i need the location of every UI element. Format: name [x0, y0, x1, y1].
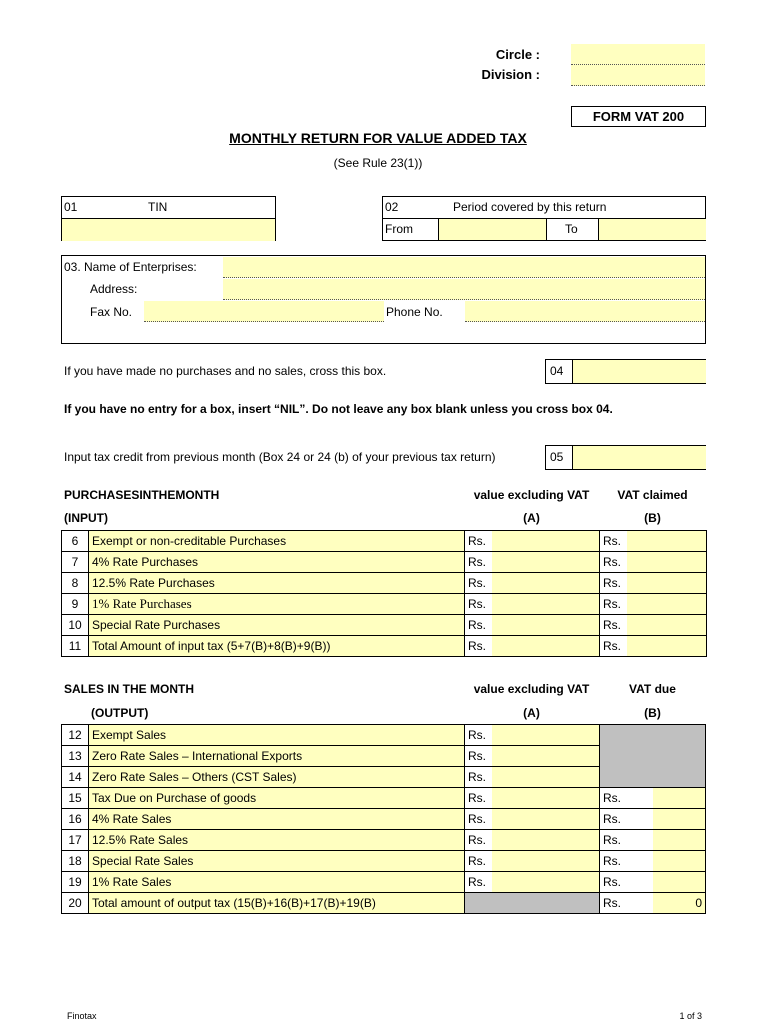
page-subtitle: (See Rule 23(1)) [333, 156, 423, 170]
row-label: 4% Rate Sales [89, 809, 465, 830]
value-b-field[interactable] [627, 594, 707, 615]
enterprise-name-label: 03. Name of Enterprises: [64, 260, 197, 274]
row-number: 9 [62, 594, 89, 615]
address-label: Address: [90, 282, 138, 296]
rs-label-b: Rs. [600, 872, 653, 893]
row-number: 18 [62, 851, 89, 872]
phone-field[interactable] [465, 301, 705, 322]
division-field[interactable] [571, 65, 705, 86]
rs-label-a: Rs. [465, 746, 492, 767]
row-label: Exempt Sales [89, 725, 465, 746]
value-a-field[interactable] [492, 725, 600, 746]
footer-page: 1 of 3 [679, 1011, 702, 1021]
value-b-field[interactable] [653, 830, 706, 851]
row-label: 4% Rate Purchases [89, 552, 465, 573]
sales-row [62, 809, 706, 830]
value-b-field[interactable] [627, 552, 707, 573]
enterprise-box [61, 255, 706, 344]
tin-label: TIN [148, 200, 168, 214]
rs-label-a: Rs. [465, 872, 492, 893]
form-name: FORM VAT 200 [571, 106, 706, 127]
value-a-field[interactable] [492, 851, 600, 872]
row-label: Zero Rate Sales – Others (CST Sales) [89, 767, 465, 788]
phone-label: Phone No. [386, 305, 443, 319]
value-b-field[interactable] [627, 636, 707, 657]
purchase-row [62, 615, 707, 636]
fax-label: Fax No. [90, 305, 133, 319]
rs-label-b: Rs. [600, 573, 627, 594]
purchases-col-a-sub: (A) [523, 511, 540, 525]
row-label: Zero Rate Sales – International Exports [89, 746, 465, 767]
page-title: MONTHLY RETURN FOR VALUE ADDED TAX [229, 130, 527, 146]
value-a-field[interactable] [492, 573, 600, 594]
sales-row [62, 788, 706, 809]
sales-col-b-sub: (B) [644, 706, 661, 720]
period-label: Period covered by this return [453, 200, 607, 214]
sales-col-a: value excluding VAT [473, 682, 590, 696]
row-number: 13 [62, 746, 89, 767]
box05[interactable] [545, 445, 706, 470]
rs-label-b: Rs. [600, 809, 653, 830]
tin-field[interactable] [62, 218, 275, 241]
rs-label-b: Rs. [600, 851, 653, 872]
rs-label-a: Rs. [465, 594, 492, 615]
value-a-field[interactable] [492, 830, 600, 851]
value-a-field[interactable] [492, 809, 600, 830]
circle-label: Circle : [495, 47, 540, 62]
row-label: Total Amount of input tax (5+7(B)+8(B)+9(B)) [89, 636, 465, 657]
row-label: Special Rate Purchases [89, 615, 465, 636]
value-a-field[interactable] [492, 872, 600, 893]
rs-label-b: Rs. [600, 830, 653, 851]
rs-label-a: Rs. [465, 531, 492, 552]
rs-label-a: Rs. [465, 830, 492, 851]
rs-label-a: Rs. [465, 725, 492, 746]
purchase-row [62, 573, 707, 594]
sales-heading: SALES IN THE MONTH [64, 682, 195, 696]
value-b-field[interactable] [627, 615, 707, 636]
row-label: Special Rate Sales [89, 851, 465, 872]
row-number: 17 [62, 830, 89, 851]
value-a-field[interactable] [492, 788, 600, 809]
row-number: 8 [62, 573, 89, 594]
rs-label-b: Rs. [600, 615, 627, 636]
row-label: 12.5% Rate Sales [89, 830, 465, 851]
sales-col-a-sub: (A) [523, 706, 540, 720]
period-from-field[interactable] [438, 219, 547, 240]
rs-label-b: Rs. [600, 594, 627, 615]
row-number: 11 [62, 636, 89, 657]
purchases-col-b: VAT claimed [617, 488, 688, 502]
value-a-field[interactable] [492, 746, 600, 767]
value-b-field[interactable] [653, 809, 706, 830]
purchase-row [62, 594, 707, 615]
value-a-field[interactable] [492, 767, 600, 788]
sales-row [62, 893, 706, 914]
enterprise-name-field[interactable] [223, 257, 705, 278]
value-a-field[interactable] [492, 636, 600, 657]
purchases-table [61, 530, 707, 657]
value-a-field[interactable] [492, 615, 600, 636]
rs-label-b: Rs. [600, 893, 653, 914]
box04[interactable] [545, 359, 706, 384]
tin-number: 01 [64, 200, 78, 214]
rs-label-a: Rs. [465, 767, 492, 788]
row-number: 16 [62, 809, 89, 830]
footer-left: Finotax [67, 1011, 97, 1021]
period-box [382, 196, 706, 241]
sales-table [61, 724, 706, 914]
rs-label-a: Rs. [465, 573, 492, 594]
sales-row [62, 830, 706, 851]
period-from-label: From [385, 222, 413, 236]
period-to-label: To [565, 222, 578, 236]
box05-number: 05 [550, 450, 564, 464]
value-a-field[interactable] [492, 594, 600, 615]
rs-label-a: Rs. [465, 851, 492, 872]
purchases-heading: PURCHASESINTHEMONTH [64, 488, 220, 502]
value-b-field[interactable]: 0 [653, 893, 706, 914]
value-a-greyed [465, 893, 600, 914]
row-number: 6 [62, 531, 89, 552]
tin-box [61, 196, 276, 241]
value-a-field[interactable] [492, 531, 600, 552]
circle-field[interactable] [571, 44, 705, 65]
row-label: Tax Due on Purchase of goods [89, 788, 465, 809]
row-label: 1% Rate Purchases [89, 594, 465, 615]
rs-label-b: Rs. [600, 636, 627, 657]
purchases-col-a: value excluding VAT [473, 488, 590, 502]
value-b-field[interactable] [653, 788, 706, 809]
row-number: 19 [62, 872, 89, 893]
rs-label-b: Rs. [600, 552, 627, 573]
box04-text: If you have made no purchases and no sales, cross this box. [64, 364, 387, 378]
purchase-row [62, 531, 707, 552]
value-b-field[interactable] [627, 531, 707, 552]
box04-number: 04 [550, 364, 564, 378]
row-number: 7 [62, 552, 89, 573]
box05-field[interactable] [572, 446, 706, 469]
division-label: Division : [481, 67, 540, 82]
row-number: 20 [62, 893, 89, 914]
sales-subheading: (OUTPUT) [91, 706, 149, 720]
address-field[interactable] [223, 279, 705, 300]
value-a-field[interactable] [492, 552, 600, 573]
rs-label-b: Rs. [600, 788, 653, 809]
rs-label-b: Rs. [600, 531, 627, 552]
value-b-field[interactable] [653, 851, 706, 872]
row-number: 14 [62, 767, 89, 788]
row-label: 12.5% Rate Purchases [89, 573, 465, 594]
rs-label-a: Rs. [465, 615, 492, 636]
purchase-row [62, 636, 707, 657]
purchases-subheading: (INPUT) [64, 511, 108, 525]
period-number: 02 [385, 200, 399, 214]
row-label: Total amount of output tax (15(B)+16(B)+17(B)+19(B) [89, 893, 465, 914]
rs-label-a: Rs. [465, 788, 492, 809]
row-label: Exempt or non-creditable Purchases [89, 531, 465, 552]
box04-field[interactable] [572, 360, 706, 383]
rs-label-a: Rs. [465, 809, 492, 830]
row-number: 10 [62, 615, 89, 636]
value-b-greyed [600, 725, 706, 788]
rs-label-a: Rs. [465, 552, 492, 573]
value-b-field[interactable] [653, 872, 706, 893]
row-number: 15 [62, 788, 89, 809]
rs-label-a: Rs. [465, 636, 492, 657]
sales-row [62, 872, 706, 893]
value-b-field[interactable] [627, 573, 707, 594]
period-to-field[interactable] [598, 219, 706, 240]
purchase-row [62, 552, 707, 573]
fax-field[interactable] [144, 301, 384, 322]
sales-col-b: VAT due [629, 682, 676, 696]
sales-row [62, 725, 706, 746]
box05-text: Input tax credit from previous month (Box 24 or 24 (b) of your previous tax return) [64, 450, 496, 464]
nil-note: If you have no entry for a box, insert “NIL”. Do not leave any box blank unless you cross box 04. [64, 402, 613, 416]
sales-row [62, 851, 706, 872]
purchases-col-b-sub: (B) [644, 511, 661, 525]
row-number: 12 [62, 725, 89, 746]
row-label: 1% Rate Sales [89, 872, 465, 893]
